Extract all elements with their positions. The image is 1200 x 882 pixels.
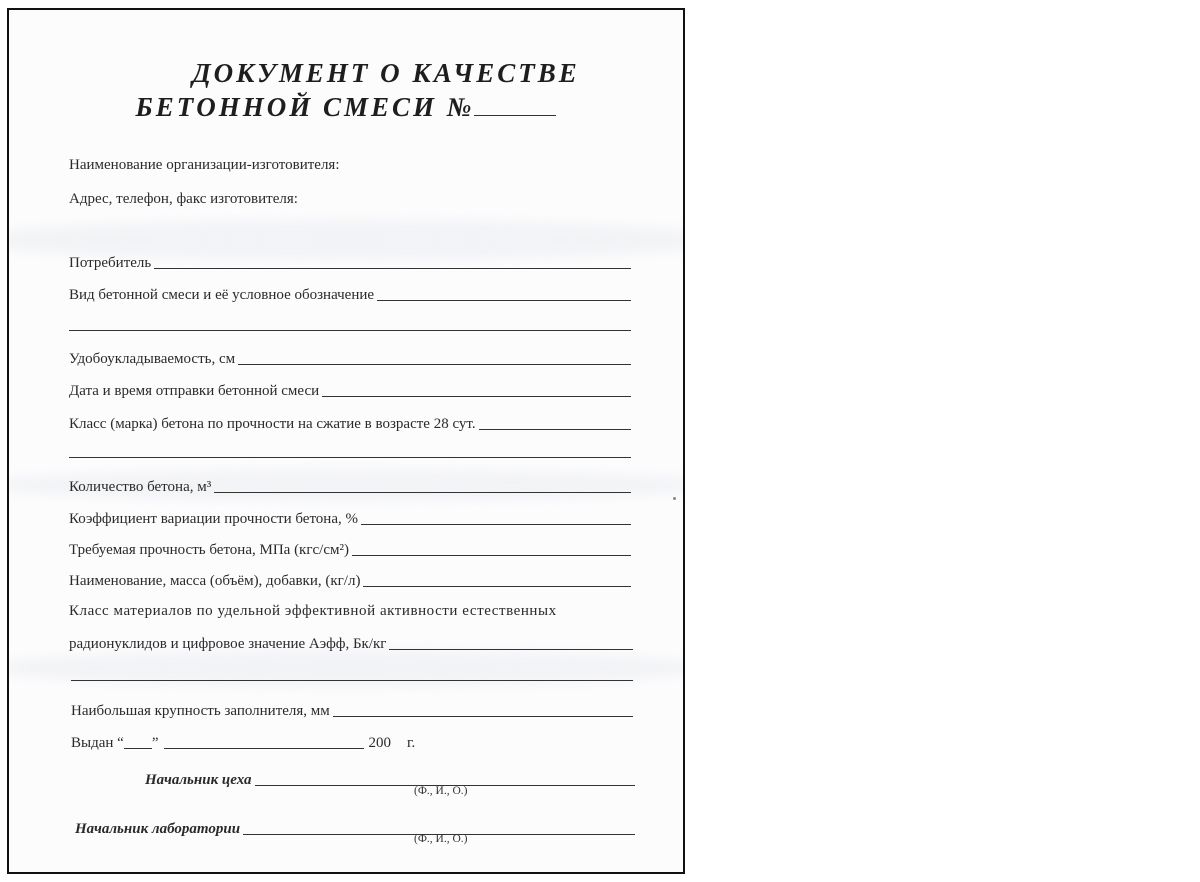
strength-class-field[interactable]	[479, 429, 631, 430]
lab-head-label: Начальник лаборатории	[75, 821, 241, 837]
shop-head-fio-hint: (Ф., И., О.)	[414, 785, 468, 797]
strength-class-field-continuation[interactable]	[69, 457, 631, 458]
document-title-line2	[9, 92, 683, 123]
quantity-label: Количество бетона, м³	[69, 479, 212, 495]
mix-type-field[interactable]	[377, 300, 631, 301]
required-strength-label: Требуемая прочность бетона, МПа (кгс/см²)	[69, 542, 349, 558]
radionuclides-label-2: радионуклидов и цифровое значение Аэфф, Бк/кг	[69, 636, 387, 652]
additives-row	[69, 572, 631, 590]
issued-quote-close: ”	[151, 735, 159, 751]
max-aggregate-row	[71, 702, 633, 720]
quantity-row	[69, 478, 631, 496]
shop-head-signature-row	[145, 771, 635, 789]
max-aggregate-label: Наибольшая крупность заполнителя, мм	[71, 703, 330, 719]
dispatch-datetime-field[interactable]	[322, 396, 631, 397]
variation-coef-row	[69, 510, 631, 528]
shop-head-label: Начальник цеха	[145, 772, 252, 788]
manufacturer-name-row	[69, 156, 343, 174]
consumer-field[interactable]	[154, 268, 631, 269]
document-number-field[interactable]	[474, 115, 556, 116]
radionuclides-row-2	[69, 635, 633, 653]
max-aggregate-field[interactable]	[333, 716, 633, 717]
mix-type-label: Вид бетонной смеси и её условное обозначение	[69, 287, 375, 303]
required-strength-row	[69, 541, 631, 559]
issued-month-field[interactable]	[164, 748, 364, 749]
variation-coef-label: Коэффициент вариации прочности бетона, %	[69, 511, 358, 527]
additives-field[interactable]	[363, 586, 631, 587]
radionuclides-field-continuation[interactable]	[71, 680, 633, 681]
radionuclides-row-1	[69, 602, 631, 620]
issued-prefix: Выдан “	[71, 735, 124, 751]
manufacturer-contacts-label: Адрес, телефон, факс изготовителя:	[69, 191, 298, 207]
speck	[673, 497, 676, 500]
manufacturer-name-label: Наименование организации-изготовителя:	[69, 157, 340, 173]
radionuclides-field[interactable]	[389, 649, 633, 650]
strength-class-row	[69, 415, 631, 433]
document-title-line1: ДОКУМЕНТ О КАЧЕСТВЕ	[192, 58, 580, 88]
issued-year: 200	[368, 735, 391, 751]
required-strength-field[interactable]	[352, 555, 631, 556]
dispatch-datetime-row	[69, 382, 631, 400]
mix-type-field-continuation[interactable]	[69, 330, 631, 331]
quantity-field[interactable]	[214, 492, 631, 493]
workability-field[interactable]	[238, 364, 631, 365]
dispatch-datetime-label: Дата и время отправки бетонной смеси	[69, 383, 320, 399]
quality-document-form	[7, 8, 685, 874]
issued-row	[71, 734, 415, 752]
radionuclides-label-1: Класс материалов по удельной эффективной активности естественных	[69, 603, 557, 619]
lab-head-fio-hint: (Ф., И., О.)	[414, 833, 468, 845]
workability-label: Удобоукладываемость, см	[69, 351, 236, 367]
issued-year-suffix: г.	[406, 735, 416, 751]
manufacturer-contacts-row	[69, 190, 301, 208]
consumer-row	[69, 254, 631, 272]
lab-head-signature-row	[75, 820, 635, 838]
strength-class-label: Класс (марка) бетона по прочности на сжатие в возрасте 28 сут.	[69, 416, 476, 432]
mix-type-row	[69, 286, 631, 304]
additives-label: Наименование, масса (объём), добавки, (кг/л)	[69, 573, 361, 589]
variation-coef-field[interactable]	[361, 524, 631, 525]
issued-day-field[interactable]	[124, 748, 152, 749]
document-title-text: БЕТОННОЙ СМЕСИ №	[135, 92, 475, 122]
consumer-label: Потребитель	[69, 255, 152, 271]
workability-row	[69, 350, 631, 368]
